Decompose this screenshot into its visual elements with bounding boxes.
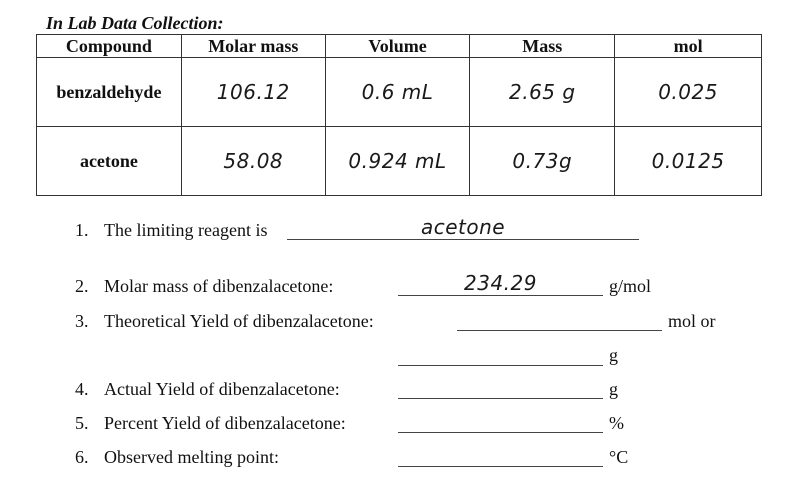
cell-molar-mass[interactable] [181, 127, 325, 196]
unit-label: g [609, 345, 618, 365]
question-text: Percent Yield of dibenzalacetone: [104, 413, 346, 433]
question-text: Observed melting point: [104, 447, 279, 467]
question-text: Molar mass of dibenzalacetone: [104, 276, 334, 296]
cell-mol[interactable] [615, 127, 762, 196]
cell-volume[interactable] [325, 58, 470, 127]
cell-molar-mass[interactable] [181, 58, 325, 127]
handwritten-value: 0.73g [512, 149, 573, 173]
cell-mass[interactable] [470, 58, 615, 127]
question-text: Actual Yield of dibenzalacetone: [104, 379, 340, 399]
handwritten-answer: acetone [420, 215, 506, 239]
unit-label: g [609, 379, 618, 399]
question-number: 2. [75, 276, 89, 296]
cell-mol[interactable] [615, 58, 762, 127]
question-text: Theoretical Yield of dibenzalacetone: [104, 311, 374, 331]
answer-field-molar-mass[interactable] [398, 273, 603, 296]
answer-field-melting-point[interactable] [398, 444, 603, 467]
unit-label: % [609, 413, 624, 433]
cell-compound: acetone [37, 127, 182, 196]
handwritten-value: 0.6 mL [361, 80, 434, 104]
cell-volume[interactable] [325, 127, 470, 196]
table-header-row [37, 35, 762, 58]
question-number: 5. [75, 413, 89, 433]
answer-field-theoretical-yield-mol[interactable] [457, 308, 662, 331]
handwritten-value: 0.924 mL [348, 149, 447, 173]
handwritten-value: 0.025 [658, 80, 718, 104]
question-number: 3. [75, 311, 89, 331]
handwritten-value: 2.65 g [509, 80, 576, 104]
unit-label: mol or [668, 311, 716, 331]
header-mass: Mass [470, 35, 615, 58]
header-compound: Compound [37, 35, 182, 58]
question-text: The limiting reagent is [104, 220, 268, 240]
answer-field-theoretical-yield-g[interactable] [398, 343, 603, 366]
answer-field-actual-yield[interactable] [398, 376, 603, 399]
question-number: 1. [75, 220, 89, 240]
question-number: 6. [75, 447, 89, 467]
handwritten-value: 58.08 [223, 149, 284, 173]
header-volume: Volume [325, 35, 470, 58]
unit-label: g/mol [609, 276, 652, 296]
table-row [37, 127, 762, 196]
header-molar-mass: Molar mass [181, 35, 325, 58]
handwritten-value: 106.12 [216, 80, 290, 104]
unit-label: °C [609, 447, 629, 467]
cell-compound: benzaldehyde [37, 58, 182, 127]
section-title: In Lab Data Collection: [46, 13, 224, 33]
data-table [36, 34, 762, 196]
header-mol: mol [615, 35, 762, 58]
handwritten-value: 0.0125 [651, 149, 725, 173]
question-number: 4. [75, 379, 89, 399]
handwritten-answer: 234.29 [464, 271, 537, 295]
answer-field-limiting-reagent[interactable] [287, 217, 639, 240]
table-row [37, 58, 762, 127]
cell-mass[interactable] [470, 127, 615, 196]
answer-field-percent-yield[interactable] [398, 410, 603, 433]
